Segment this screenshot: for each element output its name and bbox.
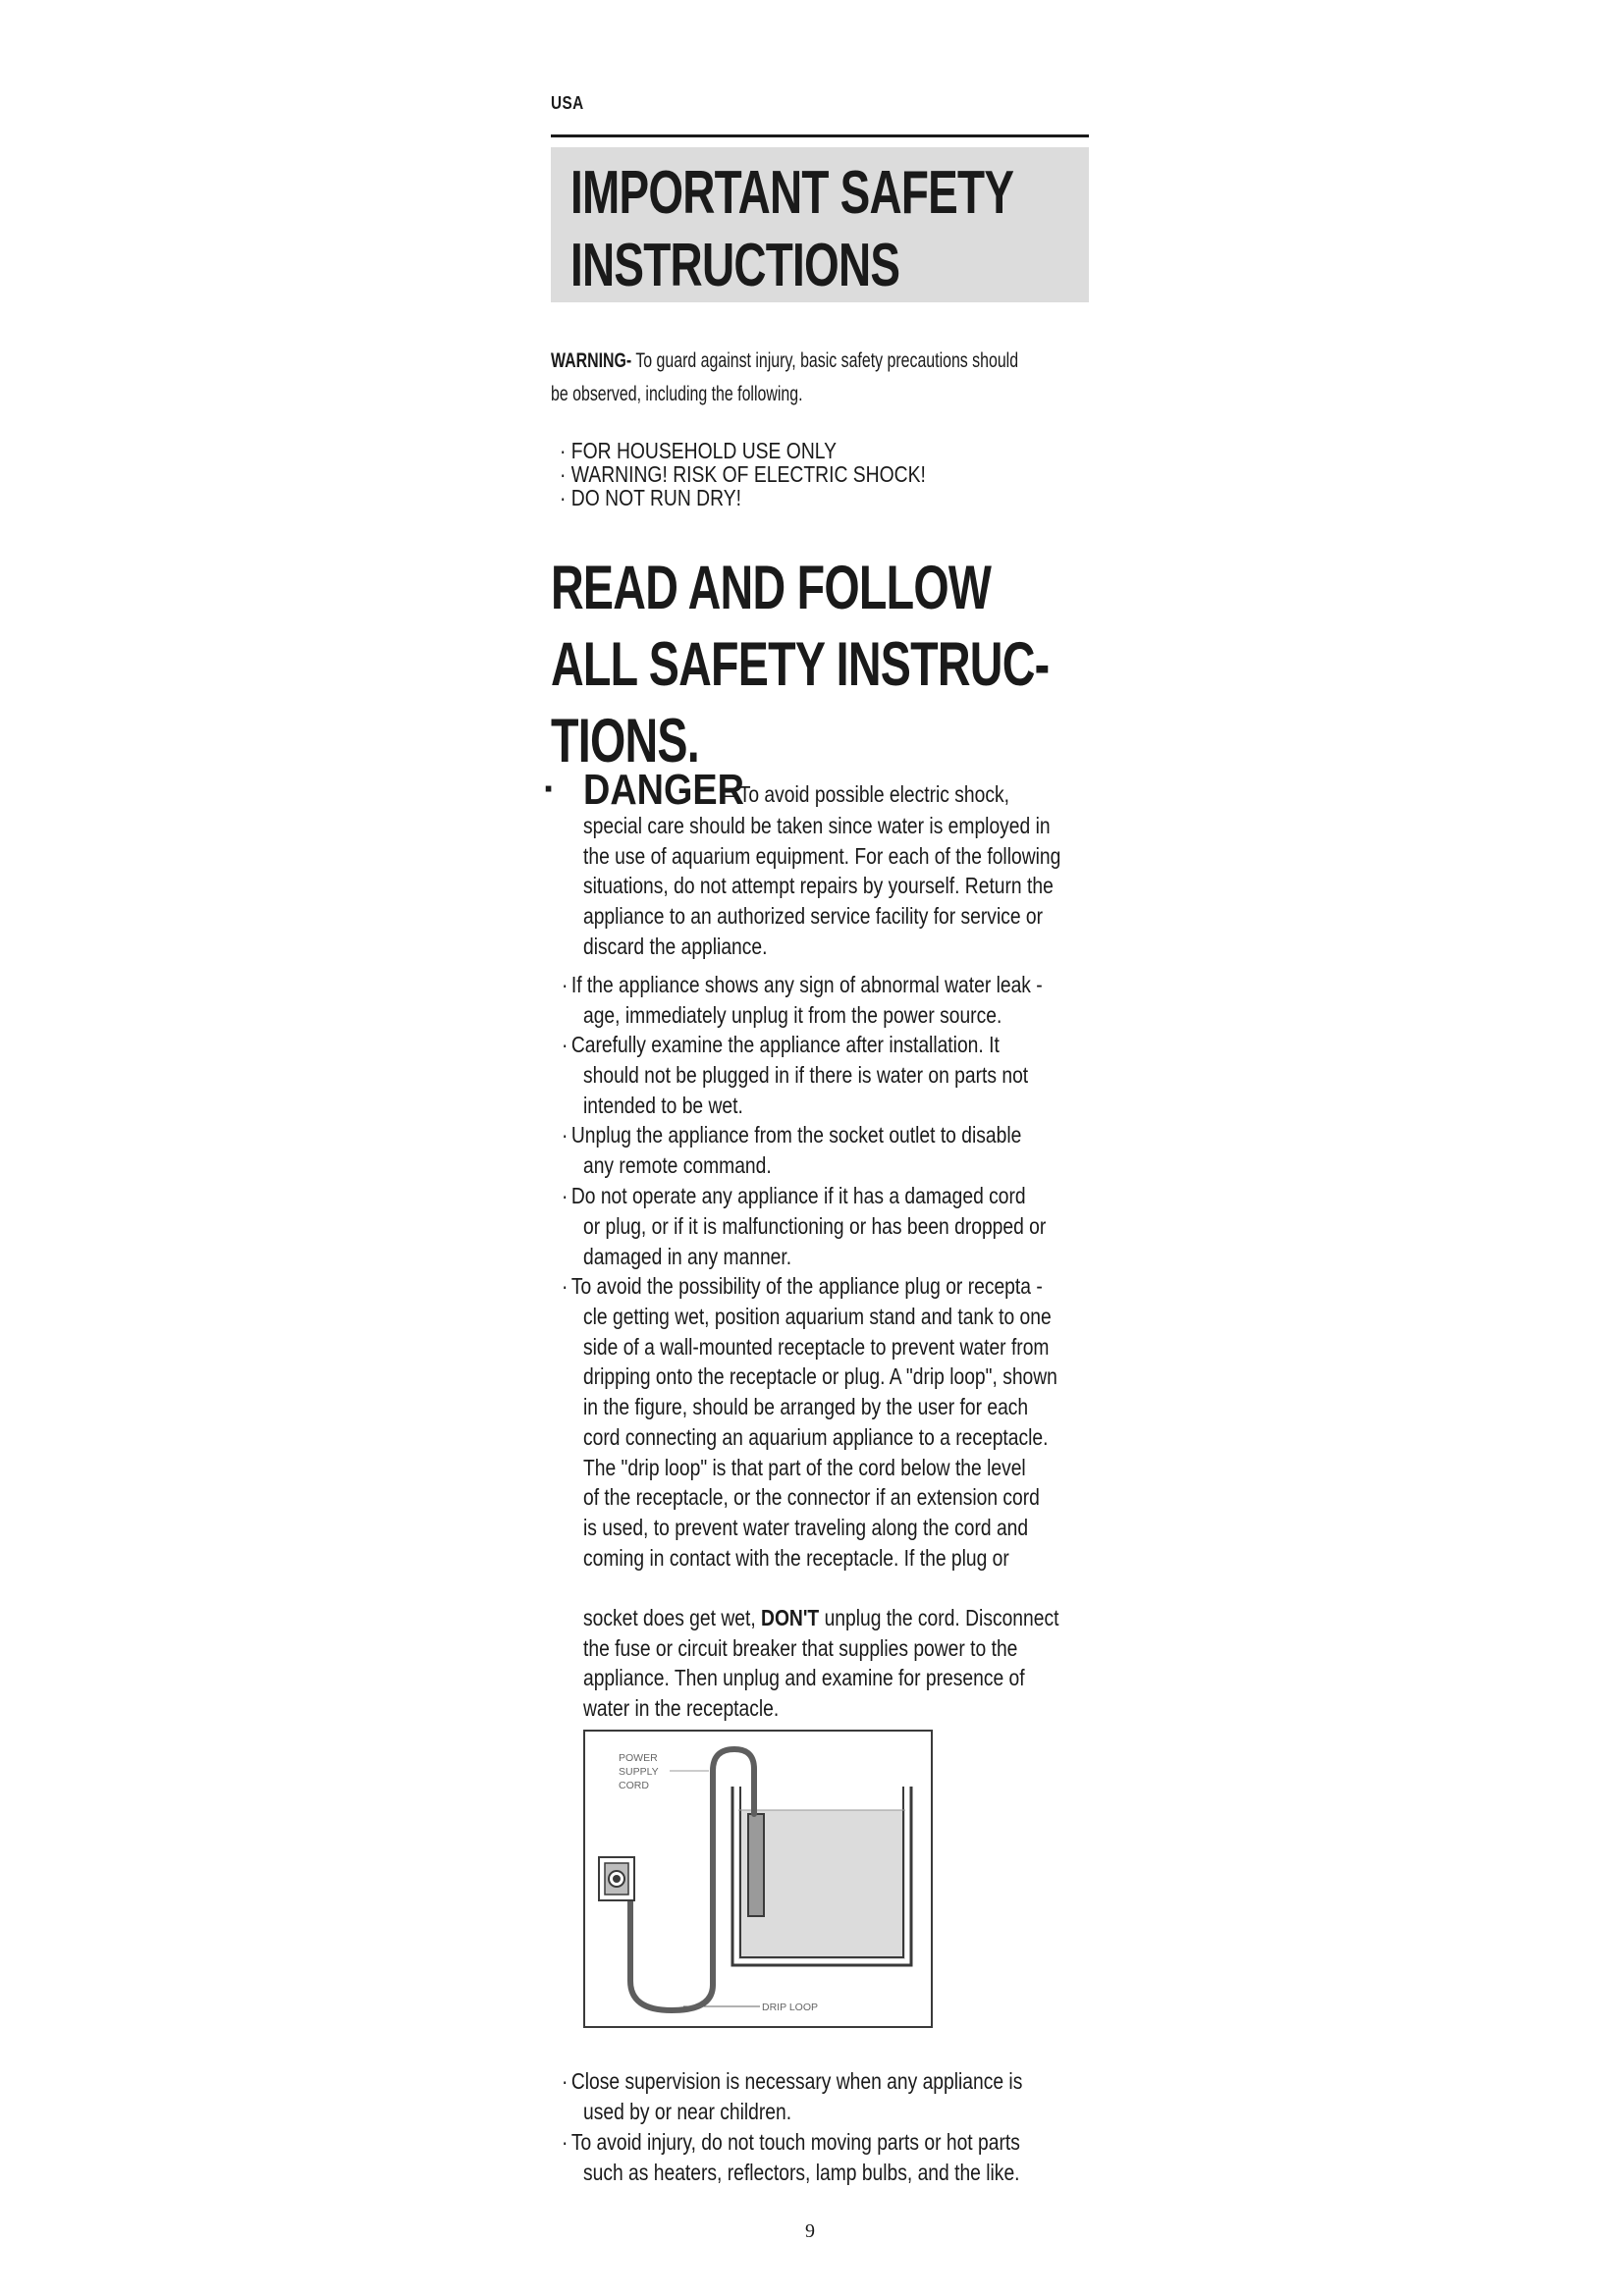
header-rule: [551, 134, 1089, 137]
bullet-shock: · WARNING! RISK OF ELECTRIC SHOCK!: [560, 461, 926, 487]
title-line-1: IMPORTANT SAFETY: [570, 159, 1014, 227]
read-follow-heading: [551, 550, 1103, 779]
region-label: USA: [551, 93, 584, 113]
list-item: · To avoid the possibility of the appliance plug or recepta -: [562, 1273, 1043, 1299]
danger-line: appliance to an authorized service facility for service or: [583, 903, 1044, 930]
list-item-cont: used by or near children.: [583, 2099, 792, 2124]
warning-paragraph: [551, 344, 1074, 410]
danger-label: DANGER: [583, 766, 744, 814]
list-item: · Do not operate any appliance if it has a damaged cord: [562, 1183, 1026, 1208]
label-power: POWER: [619, 1752, 658, 1764]
list-item-cont: or plug, or if it is malfunctioning or has been dropped or damaged in any manner.: [583, 1213, 1047, 1269]
list-item: · To avoid injury, do not touch moving parts or hot parts: [562, 2129, 1020, 2155]
read-heading-line-2: ALL SAFETY INSTRUC-: [551, 630, 1050, 699]
read-heading-line-3: TIONS.: [551, 707, 699, 775]
list-item: · Unplug the appliance from the socket outlet to disable: [562, 1122, 1022, 1148]
drip-loop-figure: [583, 1730, 933, 2028]
warning-line-1: To guard against injury, basic safety precautions should: [631, 348, 1019, 372]
list-item-cont: age, immediately unplug it from the power source.: [583, 1002, 1002, 1028]
title-box: [551, 147, 1089, 302]
read-heading-line-1: READ AND FOLLOW: [551, 554, 992, 622]
title-line-2: INSTRUCTIONS: [570, 232, 900, 299]
list-item: · Close supervision is necessary when any appliance is: [562, 2068, 1023, 2094]
page-title: [570, 157, 1094, 302]
danger-line: the use of aquarium equipment. For each of the following: [583, 842, 1061, 869]
danger-line: situations, do not attempt repairs by yourself. Return the: [583, 873, 1054, 899]
label-drip-loop: DRIP LOOP: [762, 2002, 818, 2013]
list-item: · Carefully examine the appliance after installation. It: [562, 1032, 1000, 1057]
bullet-run-dry: · DO NOT RUN DRY!: [560, 485, 741, 510]
list-item-cont: any remote command.: [583, 1152, 772, 1178]
list-item-cont: such as heaters, reflectors, lamp bulbs, and the like.: [583, 2160, 1020, 2185]
danger-bullet: ·: [543, 768, 557, 811]
list-item-cont: should not be plugged in if there is water on parts not intended to be wet.: [583, 1062, 1029, 1118]
label-supply: SUPPLY: [619, 1766, 659, 1778]
warning-label: WARNING-: [551, 348, 632, 372]
page-number: 9: [805, 2220, 815, 2242]
dont-emphasis: DON'T: [761, 1605, 820, 1631]
list-item: · If the appliance shows any sign of abnormal water leak -: [562, 972, 1043, 997]
danger-line: special care should be taken since water is employed in: [583, 813, 1051, 838]
heater-device: [748, 1814, 764, 1916]
warning-line-2: be observed, including the following.: [551, 382, 803, 405]
danger-line: discard the appliance.: [583, 933, 768, 959]
danger-lead: – To avoid possible electric shock,: [724, 781, 1009, 807]
label-cord: CORD: [619, 1780, 649, 1791]
list-item-cont: cle getting wet, position aquarium stand and tank to one side of a wall-mounted receptacle to prevent water from dripping onto the receptacle or plug. A "drip loop", shown in the figure, should be arranged by the user for each cord connecting an aquarium appliance to a receptacle. The "drip loop" is that part of the cord below the level of the receptacle, or the connector if an extension cord is used, to prevent water traveling along the cord and coming in contact with the receptacle. If the plug or socket does get wet, DON'T unplug the cord. Disconnect the fuse or circuit breaker that supplies power to the appliance. Then unplug and examine for presence of water in the receptacle.: [583, 1304, 1059, 1722]
bullet-household: · FOR HOUSEHOLD USE ONLY: [560, 438, 837, 463]
household-bullets: [560, 439, 1137, 509]
danger-body: [583, 811, 1066, 962]
